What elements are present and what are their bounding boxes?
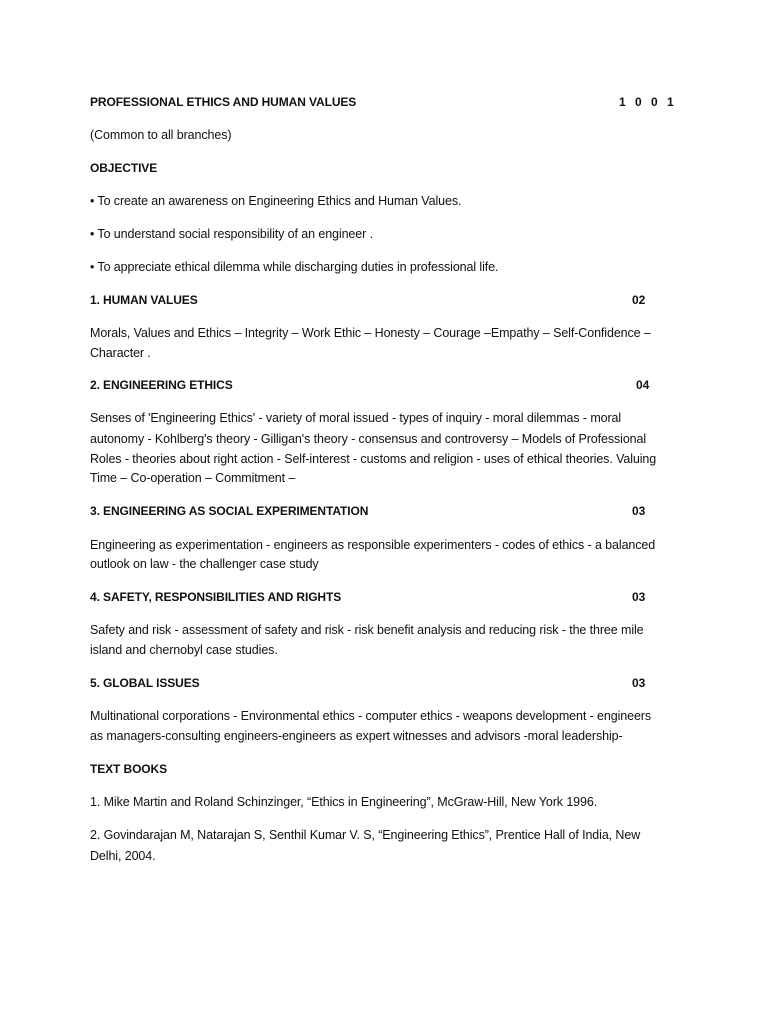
unit-3-hours: 03 [632, 504, 646, 518]
textbook-1-line-1: 1. Mike Martin and Roland Schinzinger, “Ethics in Engineering”, McGraw-Hill, New York 1996. [90, 795, 598, 809]
unit-1-line-1: Morals, Values and Ethics – Integrity – Work Ethic – Honesty – Courage –Empathy – Self-Confidence – [90, 326, 651, 340]
textbook-2-line-2: Delhi, 2004. [90, 849, 156, 863]
objective-bullet-1: • To create an awareness on Engineering Ethics and Human Values. [90, 194, 462, 208]
unit-3-line-1: Engineering as experimentation - engineers as responsible experimenters - codes of ethics - a balanced [90, 538, 656, 552]
textbook-2-line-1: 2. Govindarajan M, Natarajan S, Senthil Kumar V. S, “Engineering Ethics”, Prentice Hall of India, New [90, 828, 641, 842]
unit-1-line-2: Character . [90, 346, 151, 360]
unit-2-hours: 04 [636, 378, 650, 392]
objective-bullet-3: • To appreciate ethical dilemma while discharging duties in professional life. [90, 260, 499, 274]
course-subtitle: (Common to all branches) [90, 128, 232, 142]
unit-3-line-2: outlook on law - the challenger case study [90, 557, 319, 571]
course-title: PROFESSIONAL ETHICS AND HUMAN VALUES [90, 95, 357, 109]
unit-2-heading: 2. ENGINEERING ETHICS [90, 378, 233, 392]
unit-2-line-2: autonomy - Kohlberg's theory - Gilligan's theory - consensus and controversy – Models of Professional [90, 432, 647, 446]
unit-2-line-1: Senses of 'Engineering Ethics' - variety of moral issued - types of inquiry - moral dilemmas - moral [90, 411, 622, 425]
unit-1-hours: 02 [632, 293, 646, 307]
unit-5-heading: 5. GLOBAL ISSUES [90, 676, 200, 690]
unit-4-hours: 03 [632, 590, 646, 604]
unit-4-line-1: Safety and risk - assessment of safety and risk - risk benefit analysis and reducing risk - the three mile [90, 623, 644, 637]
objective-heading: OBJECTIVE [90, 161, 158, 175]
unit-3-heading: 3. ENGINEERING AS SOCIAL EXPERIMENTATION [90, 504, 369, 518]
unit-4-line-2: island and chernobyl case studies. [90, 643, 278, 657]
unit-4-heading: 4. SAFETY, RESPONSIBILITIES AND RIGHTS [90, 590, 342, 604]
unit-5-hours: 03 [632, 676, 646, 690]
unit-1-heading: 1. HUMAN VALUES [90, 293, 198, 307]
unit-2-line-3: Roles - theories about right action - Self-interest - customs and religion - uses of ethical theories. Valuing [90, 452, 657, 466]
textbooks-heading: TEXT BOOKS [90, 762, 168, 776]
objective-bullet-2: • To understand social responsibility of an engineer . [90, 227, 373, 241]
course-credits: 1 0 0 1 [619, 95, 677, 109]
unit-5-line-1: Multinational corporations - Environmental ethics - computer ethics - weapons development - engineers [90, 709, 652, 723]
unit-2-line-4: Time – Co-operation – Commitment – [90, 471, 296, 485]
unit-5-line-2: as managers-consulting engineers-engineers as expert witnesses and advisors -moral leadership- [90, 729, 623, 743]
